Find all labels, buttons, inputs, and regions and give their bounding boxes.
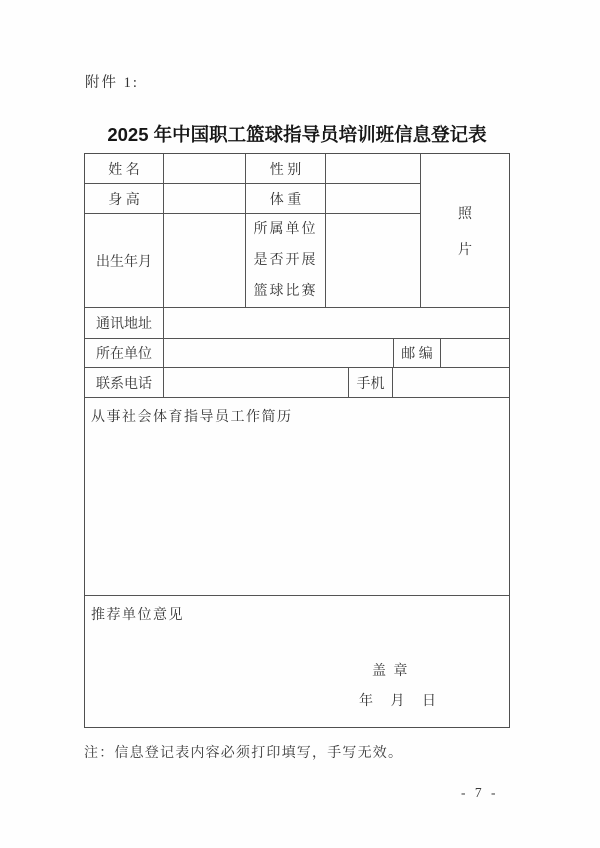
recommendation-label: 推荐单位意见	[91, 608, 184, 623]
table-row	[85, 154, 421, 184]
phone-label: 联系电话	[85, 368, 164, 397]
page-number: - 7 -	[461, 785, 499, 800]
weight-label: 体 重	[246, 184, 326, 213]
postcode-label: 邮 编	[394, 339, 441, 367]
attachment-label: 附件 1:	[85, 75, 139, 91]
footnote: 注：信息登记表内容必须打印填写，手写无效。	[84, 746, 404, 761]
recommendation-cell	[85, 596, 509, 727]
birth-date-field	[164, 214, 246, 307]
mobile-label: 手机	[349, 368, 393, 397]
table-row	[85, 214, 421, 307]
work-unit-field	[164, 339, 394, 367]
photo-label-line2: 片	[458, 242, 472, 258]
gender-field	[326, 154, 421, 183]
unit-basketball-label-line2: 是否开展	[253, 253, 318, 268]
height-label: 身 高	[85, 184, 164, 213]
resume-cell	[85, 398, 509, 596]
unit-basketball-label-line1: 所属单位	[253, 222, 318, 237]
name-field	[164, 154, 246, 183]
date-label: 年 月 日	[359, 694, 436, 709]
registration-form-table	[84, 153, 510, 728]
unit-basketball-label-line3: 篮球比赛	[253, 284, 318, 299]
seal-label: 盖 章	[372, 664, 410, 679]
weight-field	[326, 184, 421, 213]
phone-field	[164, 368, 349, 397]
mobile-field	[393, 368, 509, 397]
birth-date-label: 出生年月	[85, 214, 164, 307]
unit-basketball-field	[326, 214, 421, 307]
address-label: 通讯地址	[85, 308, 164, 338]
resume-label: 从事社会体育指导员工作简历	[91, 410, 293, 425]
unit-basketball-label	[246, 214, 326, 307]
table-top-group	[85, 154, 509, 308]
top-left-grid	[85, 154, 421, 307]
address-field	[164, 308, 509, 338]
table-row	[85, 368, 509, 398]
table-row	[85, 308, 509, 339]
work-unit-label: 所在单位	[85, 339, 164, 367]
postcode-field	[441, 339, 509, 367]
page-title: 2025 年中国职工篮球指导员培训班信息登记表	[107, 124, 487, 145]
table-row	[85, 339, 509, 368]
table-row	[85, 184, 421, 214]
height-field	[164, 184, 246, 213]
name-label: 姓 名	[85, 154, 164, 183]
gender-label: 性 别	[246, 154, 326, 183]
photo-label-line1: 照	[458, 206, 472, 222]
photo-cell	[421, 154, 509, 307]
